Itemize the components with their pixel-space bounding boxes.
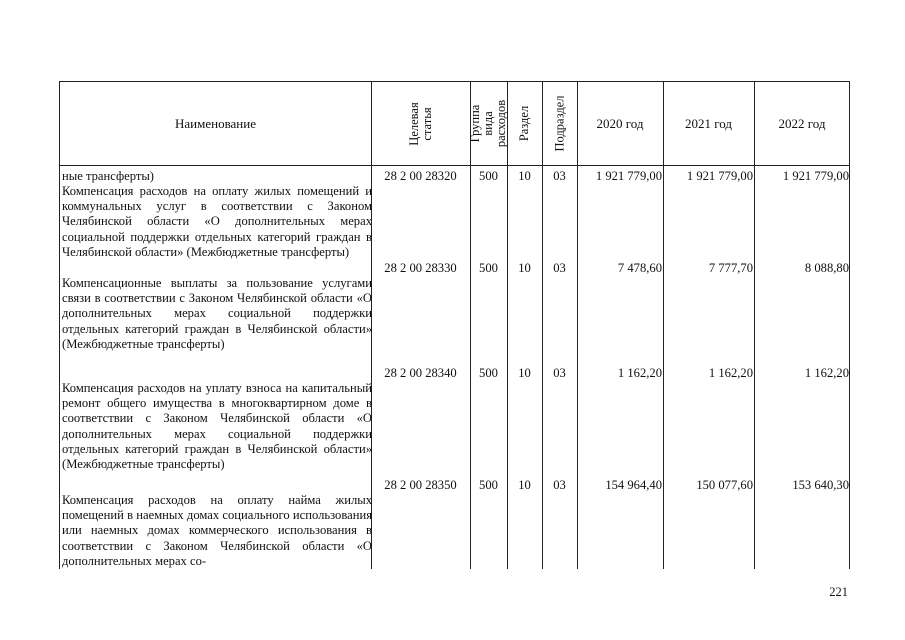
row-2022-1: 1 921 779,00 — [782, 169, 849, 183]
row-2021-4: 150 077,60 — [696, 478, 753, 492]
page-number: 221 — [829, 585, 848, 599]
row-group-2: 500 — [479, 261, 498, 275]
row-subsection-4: 03 — [553, 478, 566, 492]
row-2022-4: 153 640,30 — [792, 478, 849, 492]
header-target-article: Целевая статья — [406, 101, 434, 146]
row-group-4: 500 — [479, 478, 498, 492]
intro-text: ные трансферты) — [62, 169, 155, 183]
row-section-2: 10 — [518, 261, 531, 275]
row-code-2: 28 2 00 28330 — [384, 261, 457, 275]
row-2020-4: 154 964,40 — [605, 478, 662, 492]
row-2020-3: 1 162,20 — [617, 366, 662, 380]
row-group-1: 500 — [479, 169, 498, 183]
header-2020: 2020 год — [596, 115, 644, 131]
budget-table — [59, 81, 850, 569]
header-subsection: Подраздел — [552, 95, 566, 152]
row-2021-3: 1 162,20 — [708, 366, 753, 380]
row-group-3: 500 — [479, 366, 498, 380]
row-code-3: 28 2 00 28340 — [384, 366, 457, 380]
row-section-1: 10 — [518, 169, 531, 183]
row-subsection-3: 03 — [553, 366, 566, 380]
row-2020-2: 7 478,60 — [617, 261, 662, 275]
row-2021-1: 1 921 779,00 — [686, 169, 753, 183]
row-2022-2: 8 088,80 — [804, 261, 849, 275]
header-2022: 2022 год — [778, 115, 826, 131]
row-code-1: 28 2 00 28320 — [384, 169, 457, 183]
row-section-3: 10 — [518, 366, 531, 380]
header-expense-group: Группа вида расходов — [468, 99, 509, 148]
row-code-4: 28 2 00 28350 — [384, 478, 457, 492]
header-name: Наименование — [175, 115, 256, 131]
row-name-4: Компенсация расходов на оплату найма жилых помещений в наемных домах социального использования или наемных домах коммерческого использования в соответствии с Законом Челябинской области «О дополнительных мерах со- — [62, 493, 372, 568]
header-divider — [60, 165, 849, 166]
row-section-4: 10 — [518, 478, 531, 492]
row-name-2: Компенсационные выплаты за пользование услугами связи в соответствии с Законом Челябинской области «О дополнительных мерах социальной поддержки отдельных категорий граждан в Челябинской области» (Межбюджетные трансферты) — [62, 276, 372, 351]
row-2021-2: 7 777,70 — [708, 261, 753, 275]
row-subsection-1: 03 — [553, 169, 566, 183]
row-name-1: Компенсация расходов на оплату жилых помещений и коммунальных услуг в соответствии с Законом Челябинской области «О дополнительных мерах социальной поддержки отдельных категорий граждан в Челябинской области» (Межбюджетные трансферты) — [62, 184, 372, 259]
header-section: Раздел — [517, 105, 532, 142]
row-2022-3: 1 162,20 — [804, 366, 849, 380]
header-2021: 2021 год — [685, 115, 732, 131]
row-name-3: Компенсация расходов на уплату взноса на капитальный ремонт общего имущества в многоквартирном доме в соответствии с Законом Челябинской области «О дополнительных мерах социальной поддержки отдельных категорий граждан в Челябинской области» (Межбюджетные трансферты) — [62, 381, 372, 472]
row-2020-1: 1 921 779,00 — [595, 169, 662, 183]
row-subsection-2: 03 — [553, 261, 566, 275]
